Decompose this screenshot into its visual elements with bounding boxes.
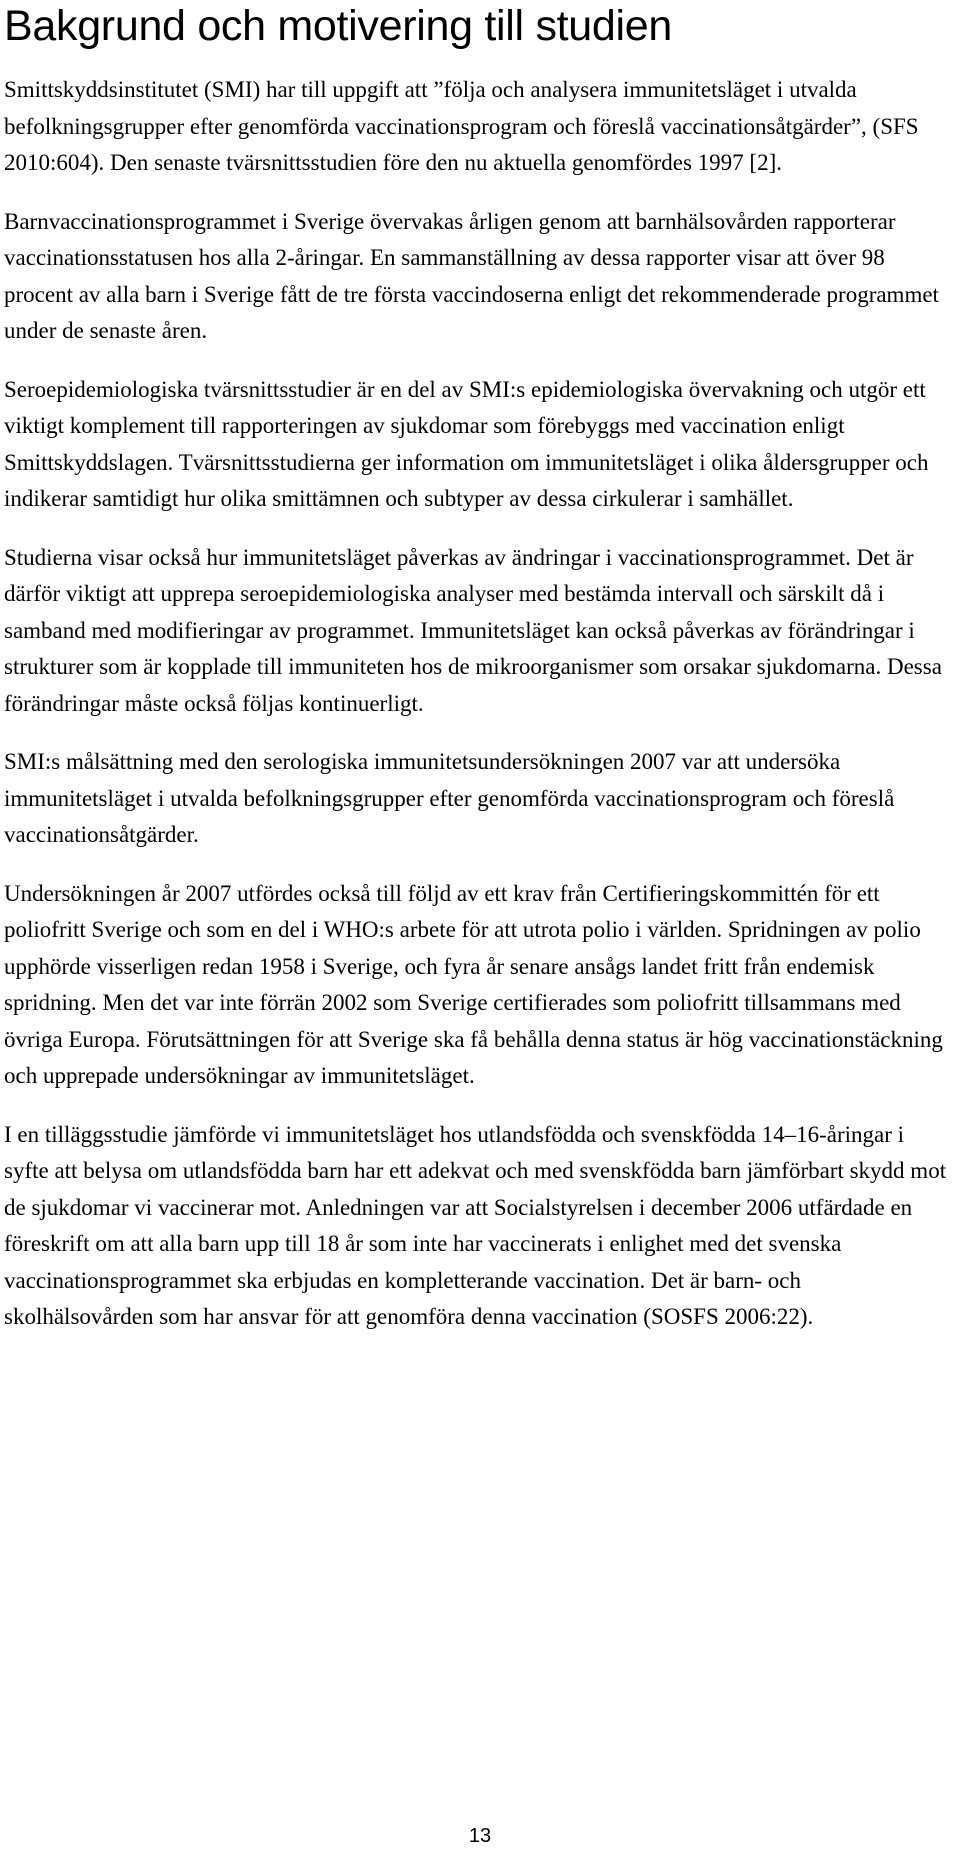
page-number: 13: [468, 1825, 492, 1847]
paragraph-immunity-changes: Studierna visar också hur immunitetsläget påverkas av ändringar i vaccinationsprogrammet. Det är därför viktigt att upprepa seroepidemiologiska analyser med bestämda intervall och särskilt då i samband med modifieringar av programmet. Immunitetsläget kan också påverkas av förändringar i strukturer som är kopplade till immuniteten hos de mikroorganismer som orsakar sjukdomarna. Dessa förändringar måste också följas kontinuerligt.: [4, 544, 942, 716]
paragraph-child-vaccination-program: Barnvaccinationsprogrammet i Sverige övervakas årligen genom att barnhälsovården rapporterar vaccinationsstatusen hos alla 2-åringar. En sammanställning av dessa rapporter visar att över 98 procent av alla barn i Sverige fått de tre första vaccindoserna enligt det rekommenderade programmet under de senaste åren.: [4, 208, 939, 343]
section-heading: Bakgrund och motivering till studien: [4, 2, 673, 50]
paragraph-polio-certification: Undersökningen år 2007 utfördes också till följd av ett krav från Certifieringskommittén för ett poliofritt Sverige och som en del i WHO:s arbete för att utrota polio i världen. Spridningen av polio upphörde visserligen redan 1958 i Sverige, och fyra år senare ansågs landet fritt från endemisk spridning. Men det var inte förrän 2002 som Sverige certifierades som poliofritt tillsammans med övriga Europa. Förutsättningen för att Sverige ska få behålla denna status är hög vaccinationstäckning och upprepade undersökningar av immunitetsläget.: [4, 880, 943, 1088]
paragraph-background: Smittskyddsinstitutet (SMI) har till uppgift att ”följa och analysera immunitetsläget i utvalda befolkningsgrupper efter genomförda vaccinationsprogram och föreslå vaccinationsåtgärder”, (SFS 2010:604). Den senaste tvärsnittsstudien före den nu aktuella genomfördes 1997 [2].: [4, 77, 919, 175]
paragraph-supplementary-study: I en tilläggsstudie jämförde vi immunitetsläget hos utlandsfödda och svenskfödda 14–16-åringar i syfte att belysa om utlandsfödda barn har ett adekvat och med svenskfödda barn jämförbart skydd mot de sjukdomar vi vaccinerar mot. Anledningen var att Socialstyrelsen i december 2006 utfärdade en föreskrift om att alla barn upp till 18 år som inte har vaccinerats i enlighet med det svenska vaccinationsprogrammet ska erbjudas en kompletterande vaccination. Det är barn- och skolhälsovården som har ansvar för att genomföra denna vaccination (SOSFS 2006:22).: [4, 1121, 947, 1329]
paragraph-smi-objective: SMI:s målsättning med den serologiska immunitetsundersökningen 2007 var att undersöka immunitetsläget i utvalda befolkningsgrupper efter genomförda vaccinationsprogram och föreslå vaccinationsåtgärder.: [4, 749, 895, 847]
paragraph-seroepidemiological-studies: Seroepidemiologiska tvärsnittsstudier är en del av SMI:s epidemiologiska övervakning och utgör ett viktigt komplement till rapporteringen av sjukdomar som förebyggs med vaccination enligt Smittskyddslagen. Tvärsnittsstudierna ger information om immunitetsläget i olika åldersgrupper och indikerar samtidigt hur olika smittämnen och subtyper av dessa cirkulerar i samhället.: [4, 376, 929, 511]
